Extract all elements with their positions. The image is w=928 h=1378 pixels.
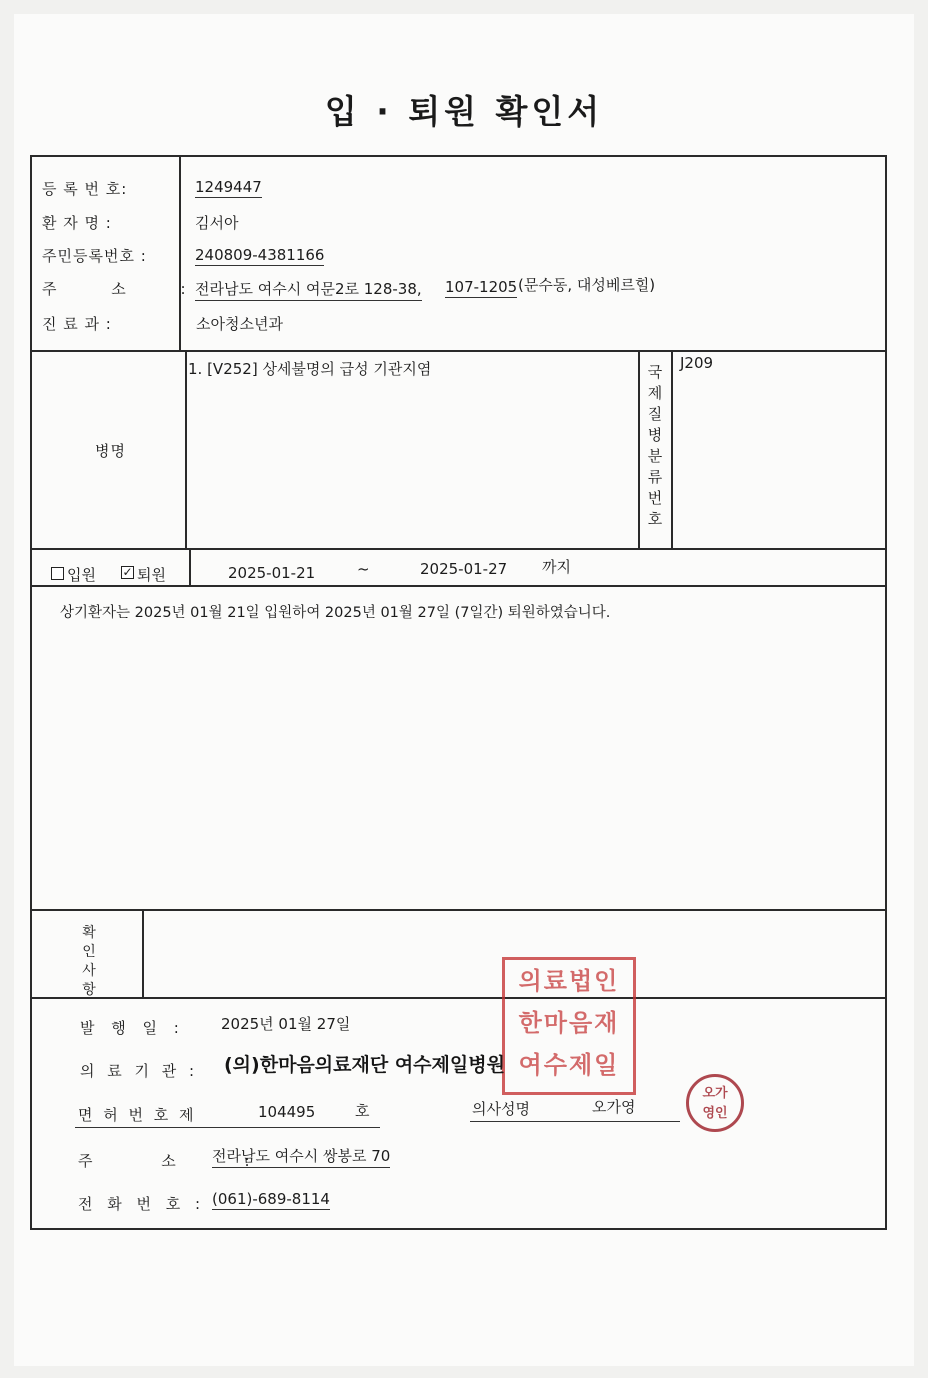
column-divider	[671, 350, 673, 548]
stay-end-date: 2025-01-27	[420, 560, 508, 578]
phone-label: 전 화 번 호 :	[78, 1195, 202, 1213]
patient-name-value: 김서아	[195, 214, 239, 232]
license-label: 면 허 번 호 제	[78, 1106, 195, 1124]
diagnosis-item: 1. [V252] 상세불명의 급성 기관지염	[188, 360, 432, 378]
doctor-underline	[470, 1121, 680, 1122]
admit-label: 입원	[67, 566, 96, 584]
institution-value: (의)한마음의료재단 여수제일병원	[224, 1054, 505, 1076]
address-unit: 107-1205	[445, 278, 518, 296]
icd-label: 국제질병분류번호	[647, 363, 663, 528]
address-extra: (문수동, 대성베르힐)	[518, 276, 656, 294]
doctor-name: 오가영	[592, 1098, 636, 1116]
stay-until: 까지	[542, 558, 571, 576]
doctor-label: 의사성명	[472, 1100, 530, 1118]
discharge-label: 퇴원	[137, 566, 166, 584]
patient-name-label: 환 자 명 :	[42, 214, 112, 232]
department-label: 진 료 과 :	[42, 315, 112, 333]
confirm-label: 확인사항	[82, 925, 96, 998]
document-title: 입 · 퇴원 확인서	[324, 92, 604, 131]
license-suffix: 호	[355, 1102, 370, 1120]
section-divider	[32, 909, 885, 911]
diagnosis-label: 병명	[95, 442, 126, 460]
issue-date-label: 발 행 일 :	[80, 1019, 180, 1037]
section-divider	[32, 350, 885, 352]
column-divider	[185, 350, 187, 548]
section-divider	[32, 585, 885, 587]
section-divider	[32, 548, 885, 550]
column-divider	[638, 350, 640, 548]
icd-code: J209	[680, 354, 714, 372]
address-label: 주 소 :	[42, 280, 187, 298]
column-divider	[142, 909, 144, 997]
department-value: 소아청소년과	[196, 315, 283, 333]
discharge-checkbox[interactable]: ✓	[122, 565, 133, 579]
section-divider	[32, 997, 885, 999]
institution-label: 의 료 기 관 :	[80, 1062, 196, 1080]
admit-checkbox[interactable]	[51, 567, 64, 580]
stay-tilde: ~	[357, 560, 370, 578]
stay-start-date: 2025-01-21	[228, 564, 316, 582]
phone-value: (061)-689-8114	[212, 1190, 330, 1208]
statement-text: 상기환자는 2025년 01월 21일 입원하여 2025년 01월 27일 (7일간) 퇴원하였습니다.	[60, 605, 611, 621]
column-divider	[179, 157, 181, 350]
reg-no-label: 등 록 번 호:	[42, 180, 128, 198]
hospital-seal: 의료법인 한마음재 여수제일	[502, 957, 636, 1095]
rrn-value: 240809-4381166	[195, 246, 325, 264]
rrn-label: 주민등록번호 :	[42, 247, 147, 265]
issuer-address-value: 전라남도 여수시 쌍봉로 70	[212, 1145, 390, 1168]
issuer-address-label: 주 소 :	[78, 1152, 251, 1170]
license-underline	[75, 1127, 380, 1128]
address-main: 전라남도 여수시 여문2로 128-38,	[195, 278, 422, 301]
doctor-seal: 오가 영인	[686, 1074, 744, 1132]
column-divider	[189, 548, 191, 585]
license-number: 104495	[258, 1103, 316, 1121]
issue-date-value: 2025년 01월 27일	[221, 1015, 351, 1033]
reg-no-value: 1249447	[195, 178, 262, 196]
